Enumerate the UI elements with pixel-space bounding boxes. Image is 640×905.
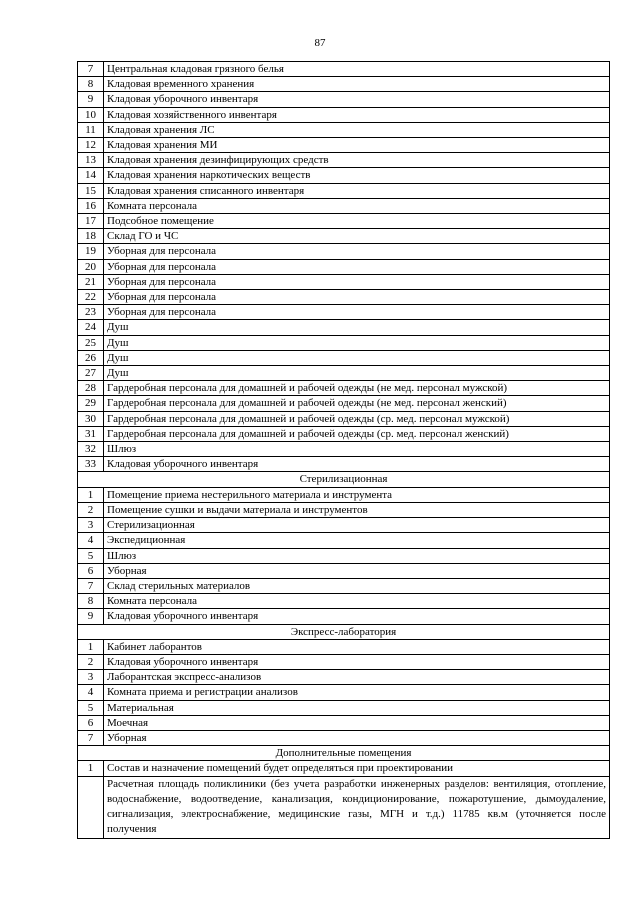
row-number: 6 [78, 563, 104, 578]
room-name: Гардеробная персонала для домашней и рабочей одежды (ср. мед. персонал мужской) [104, 411, 610, 426]
room-name: Кладовая хранения дезинфицирующих средств [104, 153, 610, 168]
table-row [78, 122, 610, 137]
row-number: 1 [78, 761, 104, 776]
row-number: 4 [78, 533, 104, 548]
room-name: Комната персонала [104, 198, 610, 213]
row-number: 1 [78, 487, 104, 502]
room-name: Кабинет лаборантов [104, 639, 610, 654]
table-row [78, 715, 610, 730]
room-name: Уборная для персонала [104, 259, 610, 274]
row-number: 26 [78, 350, 104, 365]
row-number: 16 [78, 198, 104, 213]
row-number: 8 [78, 77, 104, 92]
table-row [78, 487, 610, 502]
row-number: 29 [78, 396, 104, 411]
row-number: 31 [78, 426, 104, 441]
room-name: Уборная [104, 730, 610, 745]
room-name: Подсобное помещение [104, 214, 610, 229]
row-number: 22 [78, 290, 104, 305]
row-number: 5 [78, 548, 104, 563]
row-number: 6 [78, 715, 104, 730]
table-row [78, 77, 610, 92]
page-bottom-margin [0, 843, 640, 905]
row-number: 17 [78, 214, 104, 229]
row-number: 1 [78, 639, 104, 654]
section-header-row [78, 624, 610, 639]
table-row [78, 107, 610, 122]
room-name: Кладовая уборочного инвентаря [104, 92, 610, 107]
table-row [78, 183, 610, 198]
table-row [78, 502, 610, 517]
table-row [78, 761, 610, 776]
room-name: Душ [104, 335, 610, 350]
room-name: Душ [104, 350, 610, 365]
room-name: Состав и назначение помещений будет определяться при проектировании [104, 761, 610, 776]
rooms-table-body [78, 62, 610, 839]
table-row [78, 153, 610, 168]
table-row [78, 700, 610, 715]
row-number: 33 [78, 457, 104, 472]
room-name: Кладовая уборочного инвентаря [104, 457, 610, 472]
table-row [78, 670, 610, 685]
row-number: 20 [78, 259, 104, 274]
table-row [78, 563, 610, 578]
room-name: Кладовая хозяйственного инвентаря [104, 107, 610, 122]
table-row [78, 654, 610, 669]
room-name: Уборная для персонала [104, 274, 610, 289]
room-name: Гардеробная персонала для домашней и рабочей одежды (ср. мед. персонал женский) [104, 426, 610, 441]
rooms-table [77, 61, 610, 839]
table-row [78, 442, 610, 457]
row-number: 32 [78, 442, 104, 457]
room-name: Уборная для персонала [104, 290, 610, 305]
row-number: 2 [78, 502, 104, 517]
room-name: Уборная для персонала [104, 244, 610, 259]
table-row [78, 198, 610, 213]
room-name: Кладовая уборочного инвентаря [104, 609, 610, 624]
row-number: 21 [78, 274, 104, 289]
table-row [78, 335, 610, 350]
section-title: Экспресс-лаборатория [78, 624, 610, 639]
table-row [78, 594, 610, 609]
room-name: Кладовая временного хранения [104, 77, 610, 92]
table-row [78, 730, 610, 745]
room-name: Гардеробная персонала для домашней и рабочей одежды (не мед. персонал женский) [104, 396, 610, 411]
row-number: 2 [78, 654, 104, 669]
row-number: 3 [78, 518, 104, 533]
row-number: 14 [78, 168, 104, 183]
row-number: 23 [78, 305, 104, 320]
table-row [78, 426, 610, 441]
row-number: 19 [78, 244, 104, 259]
room-name: Склад стерильных материалов [104, 578, 610, 593]
row-number: 11 [78, 122, 104, 137]
table-row [78, 533, 610, 548]
area-note: Расчетная площадь поликлиники (без учета разработки инженерных разделов: вентиляция, отопление, водоснабжение, водоотведение, канализация, кондиционирование, пожаротушение, дымоудаление, сигнализация, электроснабжение, медицинские газы, МГН и т.д.) 11785 кв.м (уточняется после получения [104, 776, 610, 838]
row-number: 4 [78, 685, 104, 700]
row-number: 24 [78, 320, 104, 335]
table-row [78, 457, 610, 472]
room-name: Душ [104, 366, 610, 381]
room-name: Уборная для персонала [104, 305, 610, 320]
table-row [78, 366, 610, 381]
room-name: Кладовая уборочного инвентаря [104, 654, 610, 669]
room-name: Душ [104, 320, 610, 335]
room-name: Кладовая хранения списанного инвентаря [104, 183, 610, 198]
row-number: 7 [78, 730, 104, 745]
room-name: Моечная [104, 715, 610, 730]
room-name: Комната персонала [104, 594, 610, 609]
table-row [78, 411, 610, 426]
row-number: 3 [78, 670, 104, 685]
row-number: 7 [78, 578, 104, 593]
room-name: Склад ГО и ЧС [104, 229, 610, 244]
table-row [78, 381, 610, 396]
table-row [78, 214, 610, 229]
table-row [78, 548, 610, 563]
room-name: Помещение сушки и выдачи материала и инструментов [104, 502, 610, 517]
note-row [78, 776, 610, 838]
row-number: 18 [78, 229, 104, 244]
row-number: 5 [78, 700, 104, 715]
section-title: Стерилизационная [78, 472, 610, 487]
table-row [78, 138, 610, 153]
table-row [78, 168, 610, 183]
room-name: Помещение приема нестерильного материала и инструмента [104, 487, 610, 502]
table-row [78, 639, 610, 654]
section-header-row [78, 746, 610, 761]
room-name: Шлюз [104, 548, 610, 563]
row-number: 9 [78, 92, 104, 107]
row-number: 30 [78, 411, 104, 426]
table-row [78, 92, 610, 107]
room-name: Экспедиционная [104, 533, 610, 548]
row-number: 28 [78, 381, 104, 396]
room-name: Комната приема и регистрации анализов [104, 685, 610, 700]
table-row [78, 396, 610, 411]
room-name: Шлюз [104, 442, 610, 457]
row-number: 25 [78, 335, 104, 350]
room-name: Кладовая хранения МИ [104, 138, 610, 153]
table-row [78, 229, 610, 244]
table-row [78, 578, 610, 593]
table-row [78, 350, 610, 365]
page-number: 87 [314, 37, 326, 49]
room-name: Стерилизационная [104, 518, 610, 533]
room-name: Кладовая хранения наркотических веществ [104, 168, 610, 183]
table-row [78, 305, 610, 320]
table-row [78, 259, 610, 274]
room-name: Лаборантская экспресс-анализов [104, 670, 610, 685]
row-number: 7 [78, 62, 104, 77]
table-row [78, 62, 610, 77]
row-number: 15 [78, 183, 104, 198]
table-row [78, 274, 610, 289]
room-name: Центральная кладовая грязного белья [104, 62, 610, 77]
table-row [78, 244, 610, 259]
table-row [78, 518, 610, 533]
row-number: 9 [78, 609, 104, 624]
row-number: 8 [78, 594, 104, 609]
room-name: Уборная [104, 563, 610, 578]
section-header-row [78, 472, 610, 487]
table-row [78, 320, 610, 335]
row-number: 13 [78, 153, 104, 168]
row-number-empty [78, 776, 104, 838]
section-title: Дополнительные помещения [78, 746, 610, 761]
room-name: Кладовая хранения ЛС [104, 122, 610, 137]
row-number: 27 [78, 366, 104, 381]
table-row [78, 685, 610, 700]
row-number: 12 [78, 138, 104, 153]
room-name: Материальная [104, 700, 610, 715]
row-number: 10 [78, 107, 104, 122]
table-row [78, 290, 610, 305]
room-name: Гардеробная персонала для домашней и рабочей одежды (не мед. персонал мужской) [104, 381, 610, 396]
table-row [78, 609, 610, 624]
